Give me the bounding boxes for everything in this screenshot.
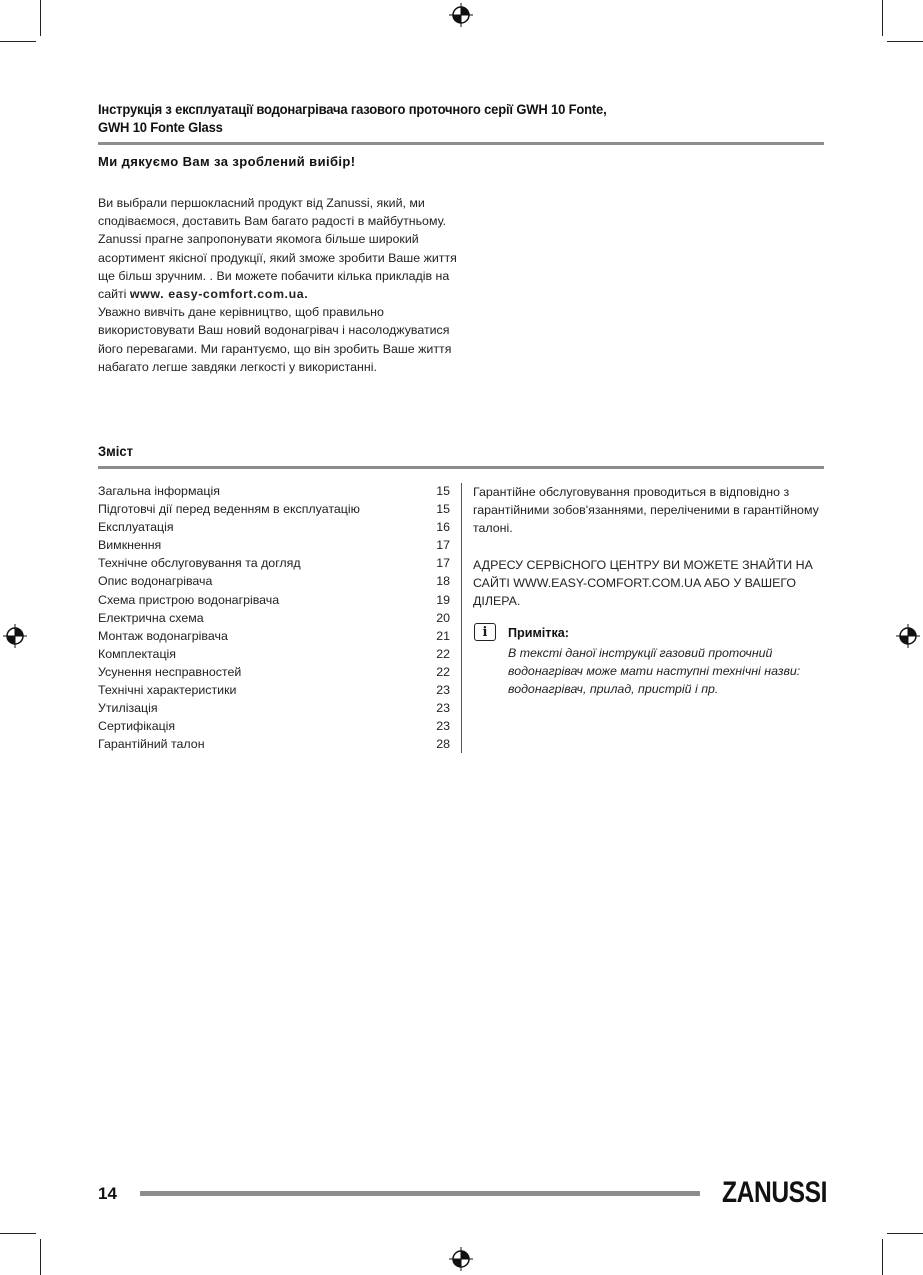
toc-item-label: Монтаж водонагрівача bbox=[98, 628, 228, 643]
footer-bar bbox=[140, 1191, 700, 1196]
thanks-heading: Ми дякуємо Вам за зроблений виібір! bbox=[98, 154, 356, 169]
toc-item[interactable] bbox=[98, 717, 450, 735]
right-column bbox=[473, 483, 825, 610]
toc-item-label: Комплектація bbox=[98, 646, 177, 661]
toc-item[interactable] bbox=[98, 735, 450, 753]
toc-item-label: Опис водонагрівача bbox=[98, 574, 213, 589]
website-link[interactable]: www. easy-comfort.com.ua. bbox=[129, 287, 309, 302]
toc-heading: Зміст bbox=[98, 443, 134, 459]
intro-text bbox=[98, 194, 468, 376]
toc-item-page: 15 bbox=[436, 502, 450, 517]
document-title-line2: GWH 10 Fonte Glass bbox=[98, 119, 223, 135]
registration-mark-top-icon bbox=[449, 3, 473, 27]
toc-item-page: 23 bbox=[436, 719, 450, 734]
toc-item-label: Експлуатація bbox=[98, 520, 174, 535]
toc-item-label: Вимкнення bbox=[98, 538, 162, 553]
toc-item-page: 19 bbox=[436, 592, 450, 607]
toc-item[interactable] bbox=[98, 699, 450, 717]
toc-item-label: Технічні характеристики bbox=[98, 683, 237, 698]
toc-item-label: Електрична схема bbox=[98, 610, 204, 625]
toc-item[interactable] bbox=[98, 681, 450, 699]
toc-item-page: 16 bbox=[436, 520, 450, 535]
toc-item-page: 15 bbox=[436, 484, 450, 498]
page-number: 14 bbox=[98, 1184, 117, 1203]
crop-mark-bottom-right-h bbox=[887, 1233, 923, 1234]
registration-mark-left-icon bbox=[3, 624, 27, 648]
toc-item[interactable] bbox=[98, 554, 450, 572]
intro-paragraph-2: Уважно вивчіть дане керівництво, щоб правильно використовувати Ваш новий водонагрівач і насолоджуватися його перевагами. Ми гарантуємо, що він зробить Ваше життя набагато легше завдяки легкості у використанні. bbox=[98, 305, 452, 374]
note-text: В тексті даної інструкції газовий проточний водонагрівач може мати наступні технічні назви: водонагрівач, прилад, пристрій і пр. bbox=[508, 646, 801, 697]
toc-item-page: 20 bbox=[436, 610, 450, 625]
crop-mark-top-right-h bbox=[887, 41, 923, 42]
note-label: Примітка: bbox=[508, 626, 569, 640]
toc-item-page: 17 bbox=[436, 538, 450, 553]
toc-item-label: Сертифікація bbox=[98, 719, 176, 734]
toc-item[interactable] bbox=[98, 536, 450, 554]
toc-item-page: 22 bbox=[436, 664, 450, 679]
crop-mark-bottom-left-h bbox=[0, 1233, 36, 1234]
toc-item-label: Загальна інформація bbox=[98, 484, 220, 498]
crop-mark-top-left-v bbox=[40, 0, 41, 36]
crop-mark-bottom-left-v bbox=[40, 1239, 41, 1275]
toc-item-label: Технічне обслуговування та догляд bbox=[98, 556, 301, 571]
crop-mark-bottom-right-v bbox=[882, 1239, 883, 1275]
toc-list bbox=[98, 482, 450, 753]
intro-paragraph-1-text: Ви выбрали першокласний продукт від Zanussi, який, ми сподіваємося, доставить Вам багато радості в майбутньому. Zanussi прагне запропонувати якомога більше широкий асортимент якісної продукції, який зможе зробити Ваше життя ще більш зручним. . Ви можете побачити кілька прикладів на сайті bbox=[98, 196, 457, 302]
crop-mark-top-right-v bbox=[882, 0, 883, 36]
column-divider bbox=[461, 483, 462, 753]
toc-item-page: 28 bbox=[436, 737, 450, 752]
toc-item[interactable] bbox=[98, 627, 450, 645]
toc-item-label: Утилізація bbox=[98, 701, 158, 716]
toc-item[interactable] bbox=[98, 591, 450, 609]
registration-mark-bottom-icon bbox=[449, 1247, 473, 1271]
toc-item[interactable] bbox=[98, 500, 450, 518]
toc-item-page: 17 bbox=[436, 556, 450, 571]
toc-item-page: 23 bbox=[436, 683, 450, 698]
toc-rule bbox=[98, 466, 824, 469]
toc-item-page: 23 bbox=[436, 701, 450, 716]
toc-item-page: 18 bbox=[436, 574, 450, 589]
toc-item[interactable] bbox=[98, 645, 450, 663]
toc-item[interactable] bbox=[98, 663, 450, 681]
toc-item-label: Гарантійний талон bbox=[98, 737, 205, 752]
toc-item-page: 21 bbox=[436, 628, 450, 643]
toc-item-label: Усунення несправностей bbox=[98, 664, 242, 679]
toc-item-label: Підготовчі дії перед веденням в експлуатацію bbox=[98, 502, 360, 517]
document-title-line1: Інструкція з експлуатації водонагрівача газового проточного серії GWH 10 Fonte, bbox=[98, 101, 607, 117]
toc-item[interactable] bbox=[98, 482, 450, 500]
toc-item-label: Схема пристрою водонагрівача bbox=[98, 592, 280, 607]
toc-item[interactable] bbox=[98, 518, 450, 536]
zanussi-logo: ZANUSSI bbox=[722, 1176, 828, 1209]
title-rule bbox=[98, 142, 824, 145]
registration-mark-right-icon bbox=[896, 624, 920, 648]
toc-item[interactable] bbox=[98, 572, 450, 590]
toc-item[interactable] bbox=[98, 609, 450, 627]
warranty-text: Гарантійне обслуговування проводиться в відповідно з гарантійними зобов'язаннями, переліченими в гарантійному талоні. bbox=[473, 485, 819, 536]
toc-item-page: 22 bbox=[436, 646, 450, 661]
intro-paragraph-1 bbox=[98, 194, 468, 303]
document-title bbox=[98, 100, 749, 136]
info-icon: i bbox=[474, 623, 496, 641]
crop-mark-top-left-h bbox=[0, 41, 36, 42]
service-address-text: АДРЕСУ СЕРВіСНОГО ЦЕНТРУ ВИ МОЖЕТЕ ЗНАЙТИ НА САЙТІ WWW.EASY-COMFORT.COM.UA АБО У ВАШЕГО ДІЛЕРА. bbox=[473, 557, 813, 609]
